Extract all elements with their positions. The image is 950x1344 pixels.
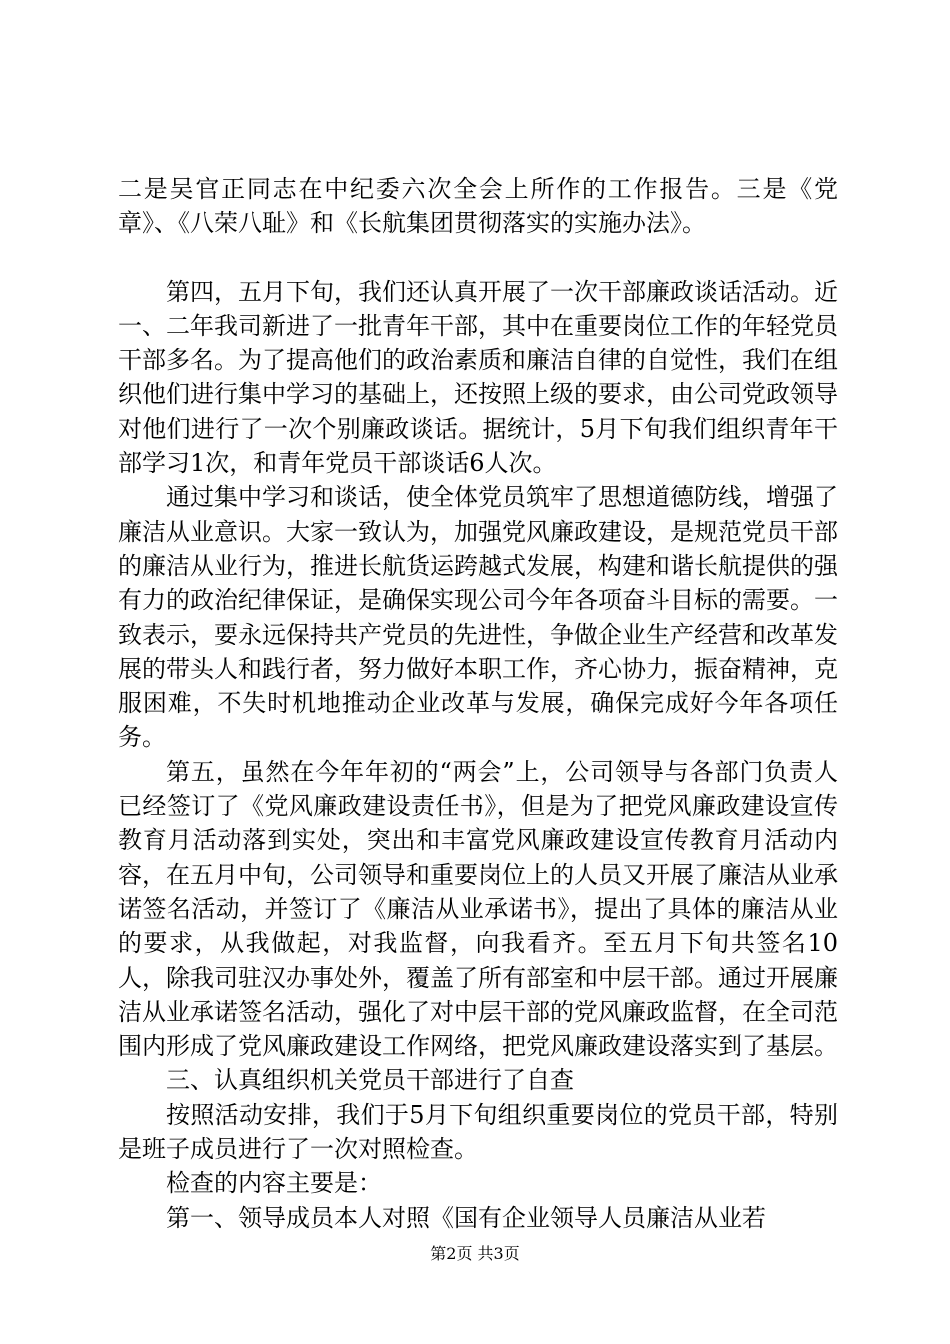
paragraph-study-results: 通过集中学习和谈话，使全体党员筑牢了思想道德防线，增强了廉洁从业意识。大家一致认为，加强党风廉政建设，是规范党员干部的廉洁从业行为，推进长航货运跨越式发展，构建和谐长航提供的强有力的政治纪律保证，是确保实现公司今年各项奋斗目标的需要。一致表示，要永远保持共产党员的先进性，争做企业生产经营和改革发展的带头人和践行者，努力做好本职工作，齐心协力，振奋精神，克服困难，不失时机地推动企业改革与发展，确保完成好今年各项任务。 xyxy=(118,483,838,752)
paragraph-check-content-intro: 检查的内容主要是： xyxy=(166,1169,382,1198)
paragraph-continuation: 二是吴官正同志在中纪委六次全会上所作的工作报告。三是《党章》、《八荣八耻》和《长航集团贯彻落实的实施办法》。 xyxy=(118,175,838,238)
paragraph-fourth-point: 第四，五月下旬，我们还认真开展了一次干部廉政谈话活动。近一、二年我司新进了一批青年干部，其中在重要岗位工作的年轻党员干部多名。为了提高他们的政治素质和廉洁自律的自觉性，我们在组织他们进行集中学习的基础上，还按照上级的要求，由公司党政领导对他们进行了一次个别廉政谈话。据统计，5月下旬我们组织青年干部学习1次，和青年党员干部谈话6人次。 xyxy=(118,277,838,478)
document-body xyxy=(118,172,838,1235)
paragraph-self-check-arrangement: 按照活动安排，我们于5月下旬组织重要岗位的党员干部，特别是班子成员进行了一次对照检查。 xyxy=(118,1100,838,1164)
page-number-footer: 第2页 共3页 xyxy=(430,1244,520,1263)
paragraph-check-item-one: 第一、领导成员本人对照《国有企业领导人员廉洁从业若 xyxy=(166,1203,766,1232)
paragraph-fifth-point: 第五，虽然在今年年初的“两会”上，公司领导与各部门负责人已经签订了《党风廉政建设责任书》，但是为了把党风廉政建设宣传教育月活动落到实处，突出和丰富党风廉政建设宣传教育月活动内容，在五月中旬，公司领导和重要岗位上的人员又开展了廉洁从业承诺签名活动，并签订了《廉洁从业承诺书》，提出了具体的廉洁从业的要求，从我做起，对我监督，向我看齐。至五月下旬共签名10人，除我司驻汉办事处外，覆盖了所有部室和中层干部。通过开展廉洁从业承诺签名活动，强化了对中层干部的党风廉政监督，在全司范围内形成了党风廉政建设工作网络，把党风廉政建设落实到了基层。 xyxy=(118,757,838,1061)
section-heading-self-check: 三、认真组织机关党员干部进行了自查 xyxy=(166,1066,574,1095)
